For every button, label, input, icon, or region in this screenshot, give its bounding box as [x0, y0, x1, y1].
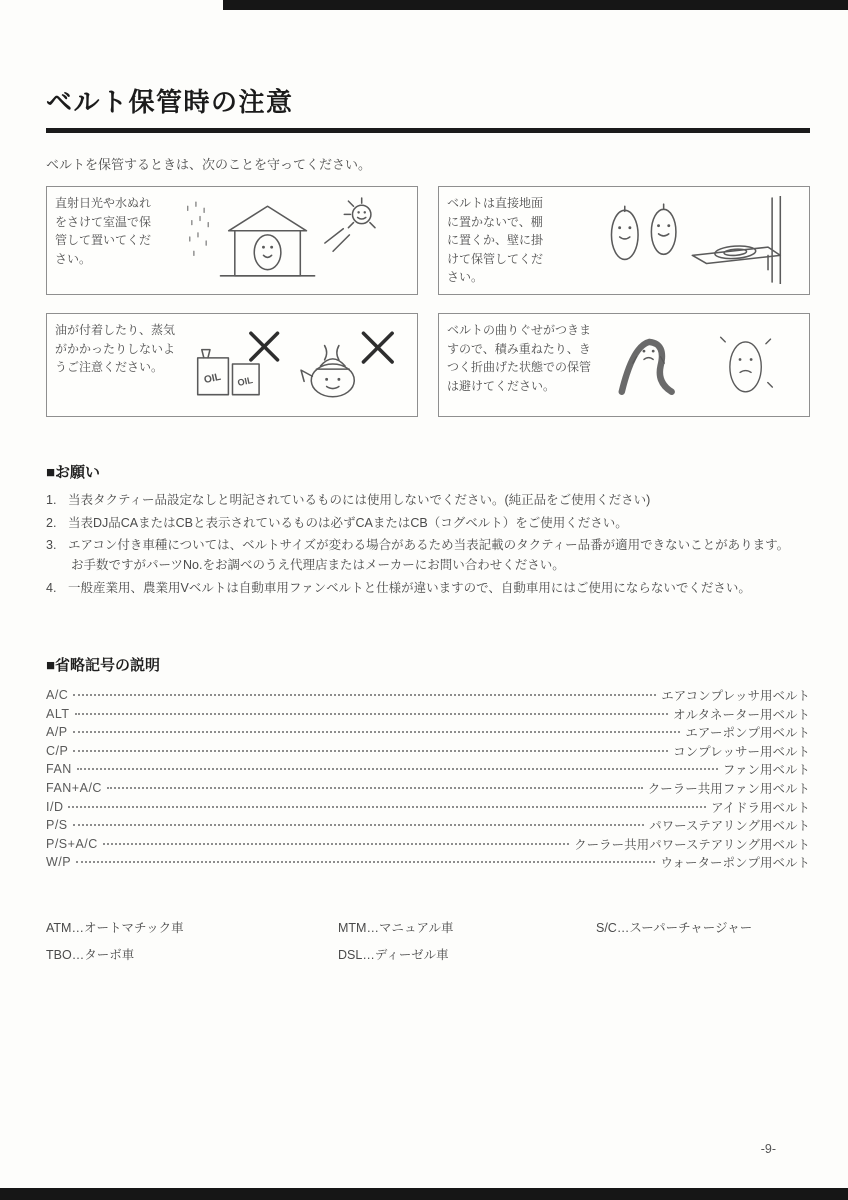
title-underline — [46, 128, 810, 133]
note-item — [46, 514, 810, 533]
sunlight-rain-house-illustration — [165, 194, 409, 287]
abbr-description: アイドラ用ベルト — [711, 800, 810, 815]
note-number: 2. — [46, 515, 57, 530]
abbr-description: オルタネーター用ベルト — [672, 707, 810, 722]
legend-item: MTM…マニュアル車 — [338, 920, 454, 935]
abbr-code: A/C — [46, 688, 69, 703]
abbr-description: クーラー共用ファン用ベルト — [647, 781, 810, 796]
abbr-code: W/P — [46, 855, 72, 870]
legend-item: S/C…スーパーチャージャー — [596, 920, 753, 935]
storage-tip-text: ベルトの曲りぐせがつきますので、積み重ねたり、きつく折曲げた状態での保管は避けてください。 — [447, 322, 592, 393]
x-mark — [251, 333, 278, 360]
dotted-leader — [73, 750, 668, 752]
abbreviation-row — [46, 723, 810, 742]
abbreviation-list — [46, 686, 810, 872]
abbr-code: P/S — [46, 818, 68, 833]
abbreviation-row — [46, 704, 810, 723]
bent-belt-illustration — [607, 321, 801, 409]
note-text: 当表タクティー品設定なしと明記されているものには使用しないでください。(純正品をご使用ください) — [68, 492, 651, 507]
abbreviation-row — [46, 686, 810, 705]
abbreviation-row — [46, 760, 810, 779]
storage-tip-text: 油が付着したり、蒸気がかかったりしないようご注意ください。 — [55, 322, 176, 375]
note-number: 1. — [46, 492, 57, 507]
abbr-description: エアコンプレッサ用ベルト — [661, 689, 810, 704]
abbr-description: パワーステアリング用ベルト — [649, 819, 810, 834]
note-text — [68, 536, 810, 575]
note-text-line1: エアコン付き車種については、ベルトサイズが変わる場合があるため当表記載のタクティー品番が適用できないことがあります。 — [68, 538, 790, 553]
legend-item: ATM…オートマチック車 — [46, 920, 184, 935]
page-title: ベルト保管時の注意 — [46, 87, 294, 117]
abbr-description: クーラー共用パワーステアリング用ベルト — [574, 837, 810, 852]
abbr-description: ファン用ベルト — [722, 763, 810, 778]
storage-tip-box — [46, 186, 418, 295]
legend-item: TBO…ターボ車 — [46, 947, 135, 962]
top-black-bar — [223, 0, 848, 10]
abbreviation-heading: ■省略記号の説明 — [46, 656, 161, 674]
dotted-leader — [107, 787, 643, 789]
vehicle-type-legend — [46, 918, 810, 963]
abbreviation-row — [46, 834, 810, 853]
note-text: 一般産業用、農業用Vベルトは自動車用ファンベルトと仕様が違いますので、自動車用にはご使用にならないでください。 — [68, 580, 751, 595]
storage-tip-box — [438, 313, 810, 417]
note-item — [46, 491, 810, 510]
abbr-code: I/D — [46, 799, 64, 814]
storage-tip-text: ベルトは直接地面に置かないで、棚に置くか、壁に掛けて保管してください。 — [447, 196, 544, 285]
shelf-wall-illustration — [557, 194, 801, 287]
legend-item-empty — [596, 945, 810, 963]
abbr-code: C/P — [46, 743, 69, 758]
abbreviation-row — [46, 742, 810, 761]
request-section — [46, 461, 810, 598]
storage-tip-box — [438, 186, 810, 295]
storage-tip-text: 直射日光や水ぬれをさけて室温で保管して置いてください。 — [55, 196, 152, 266]
request-notes — [46, 491, 810, 598]
dotted-leader — [73, 824, 644, 826]
page-content — [46, 82, 810, 963]
dotted-leader — [76, 861, 655, 863]
note-number: 3. — [46, 538, 57, 553]
abbr-description: ウォーターポンプ用ベルト — [660, 856, 810, 871]
abbr-code: P/S+A/C — [46, 836, 98, 851]
abbreviation-row — [46, 779, 810, 798]
dotted-leader — [103, 843, 569, 845]
note-text-line2: お手数ですがパーツNo.をお調べのうえ代理店またはメーカーにお問い合わせください。 — [71, 558, 565, 573]
abbreviation-row — [46, 853, 810, 872]
storage-tip-grid — [46, 186, 810, 417]
note-item — [46, 579, 810, 598]
abbr-code: A/P — [46, 725, 68, 740]
oil-label: OIL — [236, 374, 254, 388]
request-heading: ■お願い — [46, 463, 101, 481]
note-item — [46, 536, 810, 575]
abbr-description: エアーポンプ用ベルト — [685, 726, 810, 741]
abbr-description: コンプレッサー用ベルト — [673, 744, 810, 759]
intro-text: ベルトを保管するときは、次のことを守ってください。 — [46, 157, 372, 172]
abbreviation-row — [46, 816, 810, 835]
abbr-code: FAN — [46, 762, 72, 777]
abbr-code: FAN+A/C — [46, 780, 102, 795]
storage-tip-box — [46, 313, 418, 417]
legend-item: DSL…ディーゼル車 — [338, 947, 449, 962]
dotted-leader — [68, 806, 706, 808]
note-number: 4. — [46, 580, 57, 595]
oil-label: OIL — [203, 371, 222, 387]
abbreviation-section — [46, 654, 810, 872]
dotted-leader — [73, 694, 656, 696]
dotted-leader — [77, 768, 718, 770]
dotted-leader — [73, 731, 681, 733]
bottom-black-bar — [0, 1188, 848, 1200]
x-mark — [363, 333, 392, 362]
dotted-leader — [75, 713, 668, 715]
note-text: 当表DJ品CAまたはCBと表示されているものは必ずCAまたはCB（コグベルト）をご使用ください。 — [68, 515, 628, 530]
page-number: -9- — [760, 1142, 776, 1156]
oil-steam-illustration — [189, 321, 409, 409]
abbreviation-row — [46, 797, 810, 816]
abbr-code: ALT — [46, 706, 70, 721]
